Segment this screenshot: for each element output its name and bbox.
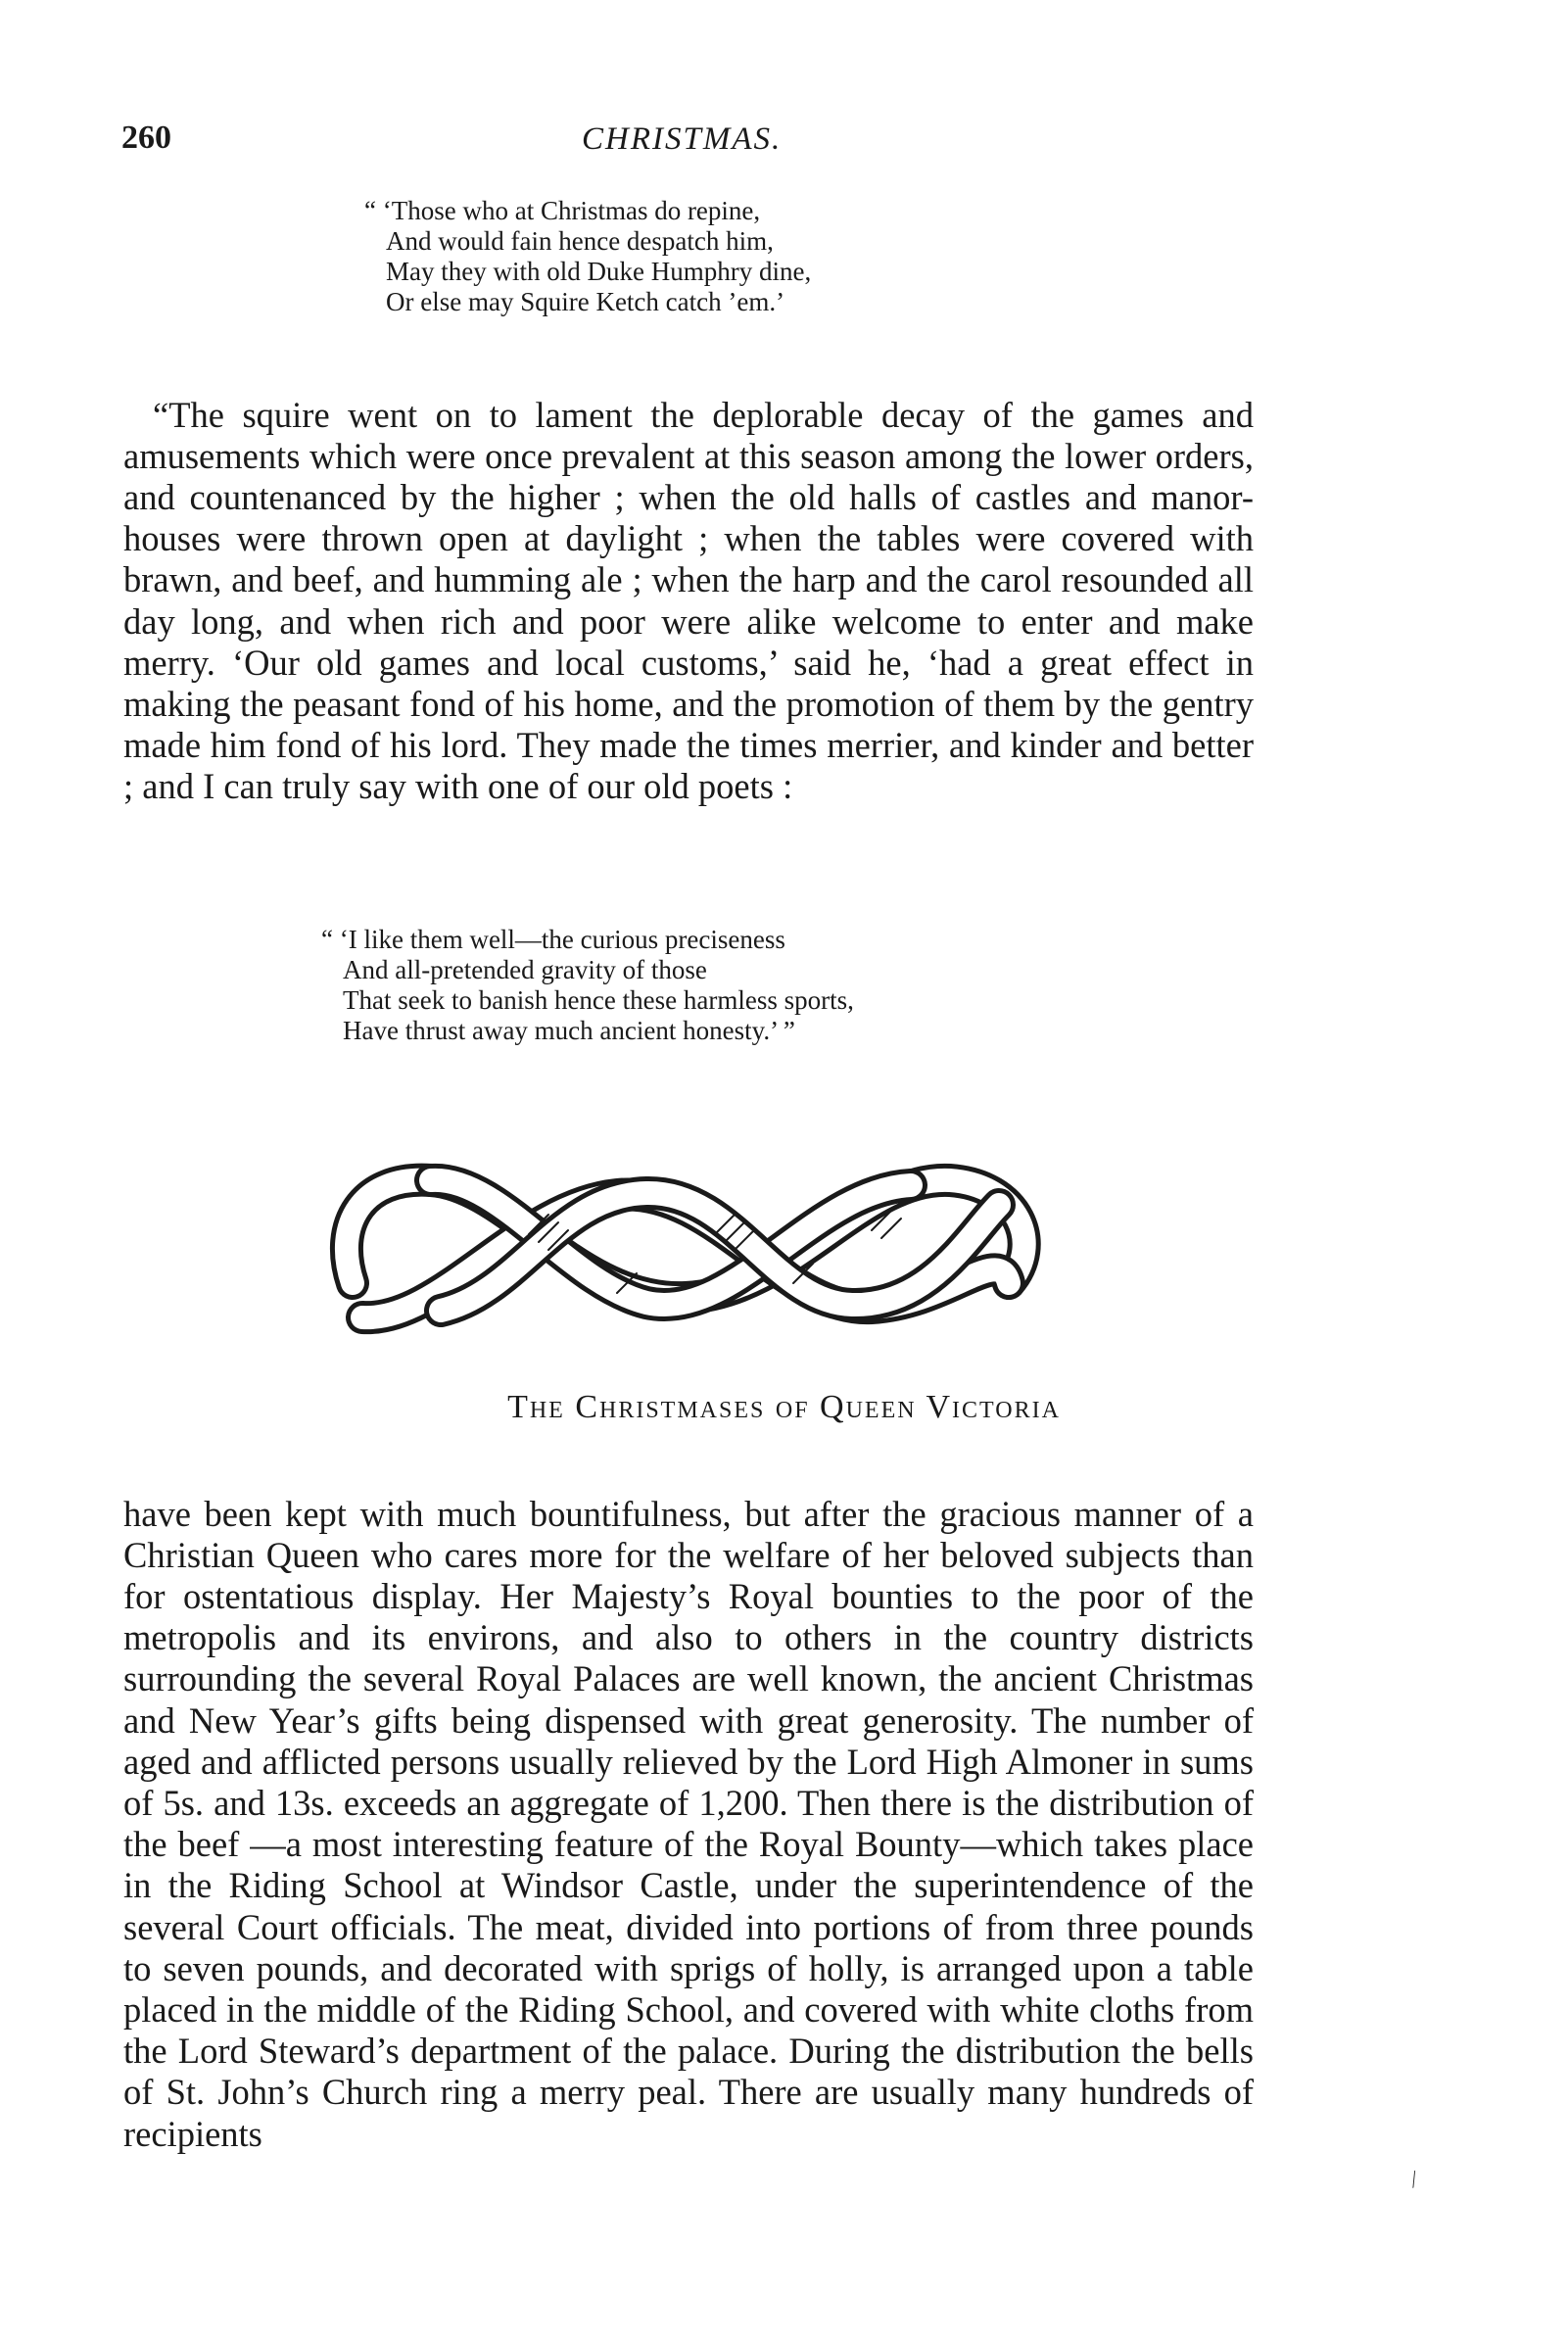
verse-line: Have thrust away much ancient honesty.’ ”: [343, 1016, 795, 1045]
margin-mark: ⁄: [1405, 2167, 1422, 2191]
page-number: 260: [121, 120, 171, 156]
body-paragraph-1: “The squire went on to lament the deplorable decay of the games and amusements which were once prevalent at this season among the lower orders, and countenanced by the higher ; when the old halls of castles and manor-houses were thrown open at daylight ; when the tables were covered with brawn, and beef, and humming ale ; when the harp and the carol resounded all day long, and when rich and poor were alike welcome to enter and make merry. ‘Our old games and local customs,’ said he, ‘had a great effect in making the peasant fond of his home, and the promotion of them by the gentry made him fond of his lord. They made the times merrier, and kinder and better ; and I can truly say with one of our old poets :: [123, 394, 1254, 807]
verse-line: May they with old Duke Humphry dine,: [386, 257, 812, 286]
knotwork-ornament-icon: [323, 1136, 1048, 1342]
verse-line: “ ‘I like them well—the curious preciseness: [321, 925, 785, 954]
verse-line: That seek to banish hence these harmless sports,: [343, 985, 854, 1015]
verse-line: And all-pretended gravity of those: [343, 955, 707, 984]
verse-quotation-1: [364, 196, 811, 317]
running-head: CHRISTMAS.: [582, 121, 783, 157]
verse-line: Or else may Squire Ketch catch ’em.’: [386, 287, 785, 316]
verse-line: “ ‘Those who at Christmas do repine,: [364, 196, 761, 225]
section-heading: The Christmases of Queen Victoria: [507, 1389, 1061, 1425]
page-header: [121, 120, 1258, 168]
body-paragraph-2: have been kept with much bountifulness, but after the gracious manner of a Christian Queen who cares more for the welfare of her beloved subjects than for ostentatious display. Her Majesty’s Royal bounties to the poor of the metropolis and its environs, and also to others in the country districts surrounding the several Royal Palaces are well known, the ancient Christmas and New Year’s gifts being dispensed with great generosity. The number of aged and afflicted persons usually relieved by the Lord High Almoner in sums of 5s. and 13s. exceeds an aggregate of 1,200. Then there is the distribution of the beef —a most interesting feature of the Royal Bounty—which takes place in the Riding School at Windsor Castle, under the superintendence of the several Court officials. The meat, divided into portions of from three pounds to seven pounds, and decorated with sprigs of holly, is arranged upon a table placed in the middle of the Riding School, and covered with white cloths from the Lord Steward’s department of the palace. During the distribution the bells of St. John’s Church ring a merry peal. There are usually many hundreds of recipients: [123, 1493, 1254, 2154]
verse-line: And would fain hence despatch him,: [386, 226, 774, 256]
verse-quotation-2: [321, 925, 854, 1046]
